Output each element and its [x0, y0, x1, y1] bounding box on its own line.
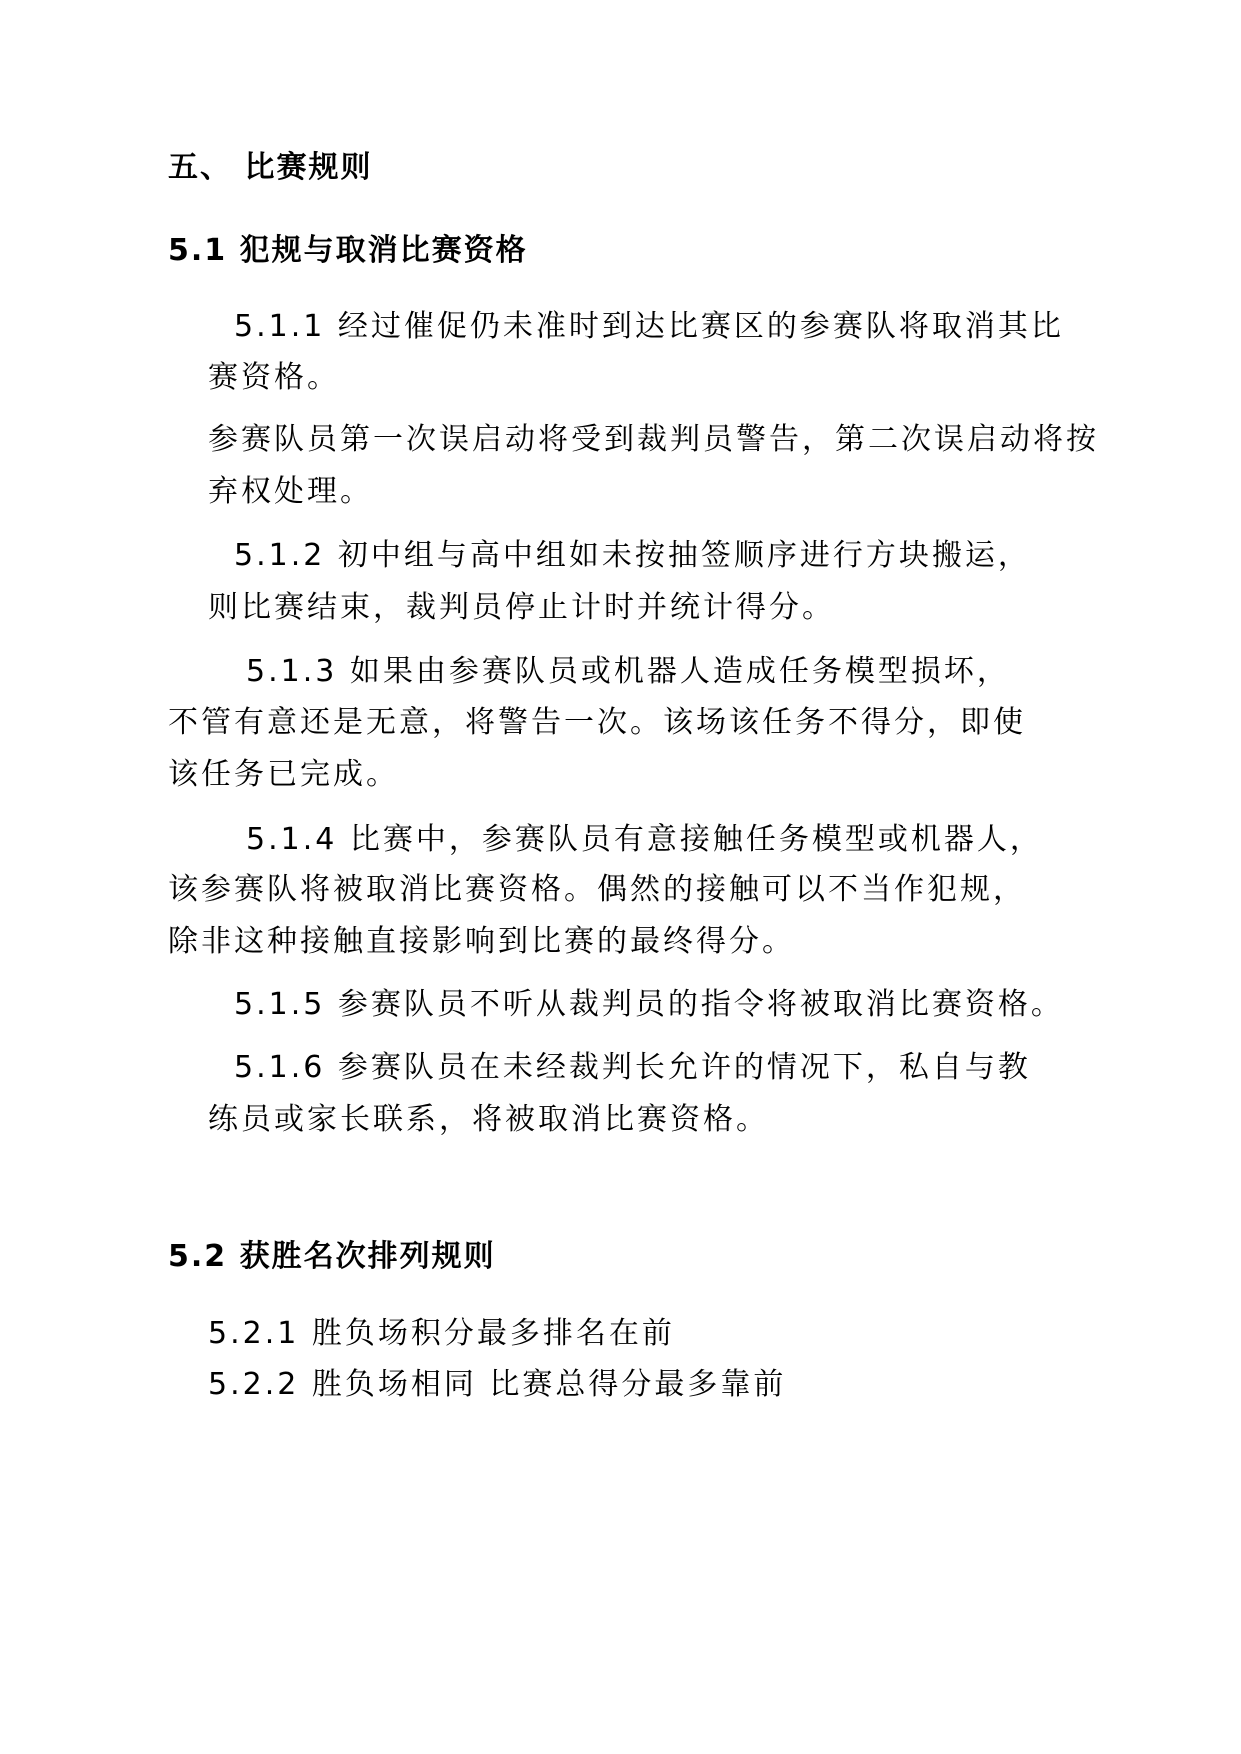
rule-5-1-3-line-2: 不管有意还是无意，将警告一次。该场该任务不得分，即使: [168, 705, 1026, 740]
rule-5-1-1b-line-2: 弃权处理。: [208, 474, 373, 509]
rule-5-1-5-line-1: 5.1.5 参赛队员不听从裁判员的指令将被取消比赛资格。: [234, 987, 1064, 1022]
section-title: 五、 比赛规则: [168, 150, 373, 185]
rule-5-1-6-line-2: 练员或家长联系，将被取消比赛资格。: [208, 1102, 769, 1137]
rule-5-1-4-line-2: 该参赛队将被取消比赛资格。偶然的接触可以不当作犯规，: [168, 872, 1026, 907]
rule-5-1-2-line-1: 5.1.2 初中组与高中组如未按抽签顺序进行方块搬运，: [234, 538, 1031, 573]
subsection-title-5-1: 5.1 犯规与取消比赛资格: [168, 233, 528, 268]
rule-5-1-3-line-1: 5.1.3 如果由参赛队员或机器人造成任务模型损坏，: [246, 654, 1010, 689]
rule-5-1-1b-line-1: 参赛队员第一次误启动将受到裁判员警告，第二次误启动将按: [208, 422, 1099, 457]
rule-5-1-1-line-1: 5.1.1 经过催促仍未准时到达比赛区的参赛队将取消其比: [234, 309, 1064, 344]
rule-5-1-4-line-1: 5.1.4 比赛中，参赛队员有意接触任务模型或机器人，: [246, 822, 1043, 857]
rule-5-2-2: 5.2.2 胜负场相同 比赛总得分最多靠前: [208, 1367, 787, 1402]
rule-5-1-1-line-2: 赛资格。: [208, 360, 340, 395]
subsection-title-5-2: 5.2 获胜名次排列规则: [168, 1239, 496, 1274]
rule-5-2-1: 5.2.1 胜负场积分最多排名在前: [208, 1316, 675, 1351]
rule-5-1-4-line-3: 除非这种接触直接影响到比赛的最终得分。: [168, 924, 795, 959]
rule-5-1-2-line-2: 则比赛结束，裁判员停止计时并统计得分。: [208, 590, 835, 625]
rule-5-1-6-line-1: 5.1.6 参赛队员在未经裁判长允许的情况下，私自与教: [234, 1050, 1031, 1085]
rule-5-1-3-line-3: 该任务已完成。: [168, 757, 399, 792]
